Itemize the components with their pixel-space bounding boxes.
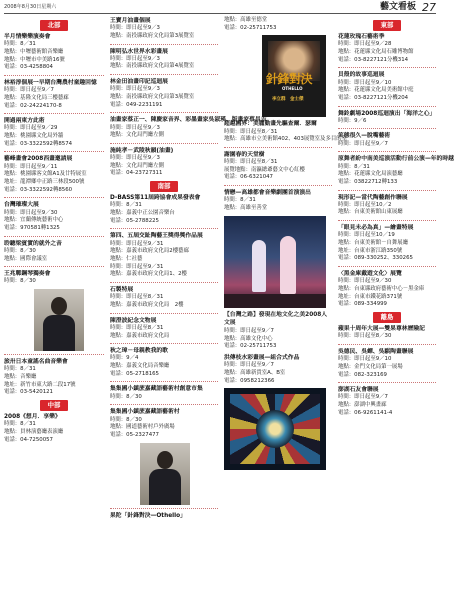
event-title: D-BASS第11屆跨協會成果發表會 [110, 195, 201, 202]
event-title: 開過兩東方此術 [4, 118, 45, 125]
event-line: 地點：台東縣政府藝術中心－黑金庫 [338, 285, 425, 292]
event-line: 地點：南投縣政府文化局第3展覽室 [110, 32, 195, 39]
portrait-photo [34, 289, 84, 351]
event-listing [110, 194, 218, 225]
event-line: 時間：8／31 [4, 421, 36, 428]
divider [4, 151, 104, 152]
event-listing [224, 354, 332, 385]
event-line: 地點：中壢藝術館音樂廳 [4, 48, 64, 55]
event-listing [4, 240, 104, 264]
event-listing [110, 48, 218, 72]
event-line: 地址：台東市浙江路350號 [338, 247, 403, 254]
divider [110, 282, 218, 283]
event-line: 時間：9／6 [338, 117, 367, 124]
divider [338, 382, 436, 383]
event-line: 時間：即日起至10／19 [338, 232, 395, 239]
event-line: 時間：8／30 [110, 416, 142, 423]
event-line: 時間：即日起至9／7 [224, 328, 274, 335]
event-listing [224, 120, 348, 144]
event-line: 時間：即日起至8／30 [338, 333, 392, 340]
event-line: 地點：仁社藝 [110, 256, 143, 263]
divider [224, 185, 332, 186]
event-line: 電話：03-5420121 [4, 389, 53, 396]
event-line: 地點：嘉義文化局音樂廳 [110, 363, 170, 370]
event-line: 電話：03-4258804 [4, 64, 53, 71]
event-line: 電話：03822712轉133 [338, 178, 398, 185]
poster-cast: 李立群 金士傑 [272, 97, 304, 103]
event-line: 地點：台東美術館山東展廳 [338, 209, 403, 216]
event-line: 時間：即日起至9／3 [110, 155, 160, 162]
column-1 [4, 17, 104, 607]
event-line: 電話：03-8227121分機314 [338, 56, 409, 63]
event-line: 時間：即日起至9／7 [4, 87, 54, 94]
event-line: 電話：03-8227121分機204 [338, 94, 409, 101]
othello-poster [262, 35, 326, 117]
event-line: 地點：台東美術館－自舞展廳 [338, 240, 409, 247]
event-listing [4, 155, 104, 194]
event-line: 電話：04-23727311 [110, 170, 163, 177]
event-line: 時間：8／31 [4, 366, 36, 373]
event-title: 聆聽梁賓實的就外之音 [4, 240, 62, 247]
poster-subtitle: OTHELLO [282, 86, 303, 92]
event-line: 地點：澎湖中興畫廊 [338, 402, 387, 409]
divider [110, 143, 218, 144]
event-line: 時間：即日起至10／2 [338, 201, 392, 208]
event-line: 時間：8／30 [4, 247, 36, 254]
divider [4, 354, 104, 355]
event-line: 時間：即日起至9／29 [4, 125, 58, 132]
event-line: 地點：員林演藝廳表演廳 [4, 428, 64, 435]
event-title: 現形記—當代陶藝創作聯展 [338, 194, 408, 201]
event-title: 笑態很久—脫嘴藝術 [338, 133, 391, 140]
event-line: 地點：高雄市立美術館402、403展覽室及多目的室 [224, 136, 348, 143]
event-title: 〈黑金庫戴遊文化〉展覽 [338, 271, 402, 278]
event-line: 時間：8／30 [110, 393, 142, 400]
event-listing [4, 270, 104, 286]
event-line: 時間：即日起至9／11 [4, 163, 58, 170]
divider [4, 266, 104, 267]
region-heading-islands: 離島 [338, 312, 436, 323]
event-line: 時間：8／31 [224, 197, 256, 204]
event-line: 時間：即日起至8／31 [110, 324, 164, 331]
event-title: 台灣璀璨大展 [4, 202, 39, 209]
event-line: 地點：國際會議室 [4, 255, 48, 262]
divider [110, 381, 218, 382]
event-listing [110, 317, 218, 341]
column-4 [338, 17, 454, 607]
event-line: 地址：台東市鐵花路371號 [338, 293, 403, 300]
divider [110, 313, 218, 314]
south-events-cont-2 [224, 354, 332, 385]
event-line: 時間：9／4 [110, 355, 139, 362]
event-line: 電話：05-2718165 [110, 370, 159, 377]
event-listing [4, 413, 104, 444]
region-heading-north: 北部 [4, 20, 104, 31]
event-listing [338, 194, 436, 218]
event-line: 電話：05-2788225 [110, 217, 159, 224]
south-events-cont [224, 120, 348, 212]
page-header [4, 0, 436, 14]
event-line: 地點：高雄至善堂 [224, 205, 268, 212]
event-title: 集集國小鎮蔗嘉藏語藝術村創意市集 [110, 386, 203, 393]
event-line: 地址：新竹市東大路二段17號 [4, 381, 76, 388]
east-events [338, 33, 454, 309]
event-title: 藝峰畫會2008西畫邀請展 [4, 156, 73, 163]
caption-lines [224, 328, 332, 351]
event-line: 時間：即日起至9／30 [338, 278, 392, 285]
island-events [338, 325, 436, 417]
event-listing [338, 386, 436, 417]
event-title: 石製特展 [110, 287, 134, 294]
event-listing [338, 325, 436, 341]
event-listing [338, 132, 436, 148]
event-line: 時間：即日起至9／10 [338, 79, 392, 86]
event-line: 電話：049-2231191 [110, 101, 163, 108]
south-events [110, 194, 218, 520]
event-title: 陳澄波紀念文物展 [110, 317, 157, 324]
event-listing [110, 408, 218, 439]
event-title: 情戀—高雄都會音樂劇團首演演出 [224, 190, 311, 197]
event-line: 地點：桃園縣文化局外牆 [4, 133, 64, 140]
divider [338, 190, 436, 191]
event-listing [110, 147, 218, 178]
event-line: 地點：音樂廳 [4, 373, 37, 380]
event-line: 時間：即日起至9／31 [110, 240, 164, 247]
region-heading-south: 南部 [110, 181, 218, 192]
event-listing [110, 512, 218, 520]
event-title: 林裕淳個展一早期台灣農村童趣回憶 [4, 80, 97, 86]
event-line: 電話：02-25711753 [224, 24, 277, 31]
event-title: 施純孝－武陵秋韻(油畫) [110, 147, 174, 154]
photo-caption: 【台灣之路】發現在地文化之美2008人文展 [224, 311, 328, 326]
event-title: 半月情樂樂演奏會 [4, 34, 51, 41]
event-line: 地點：南投縣政府文化局第3展覽室 [110, 94, 195, 101]
event-line: 電話：03-3322592轉8560 [4, 186, 73, 193]
event-line: 地點：桃園縣客文館A1及廿特展室 [4, 171, 87, 178]
event-title: 洪傳枝水彩畫展—組合式作品 [224, 355, 300, 362]
event-line: 地點：高雄至德堂 [224, 17, 268, 23]
event-line: 地點：高雄文化中心 [224, 335, 273, 342]
event-line: 地點：宜蘭傳統藝術中心 [4, 217, 64, 224]
event-line: 時間：8／31 [110, 202, 142, 209]
event-title: 澎湖石友會聯展 [338, 387, 379, 394]
event-line: 時間：即日起至9／7 [224, 362, 274, 369]
event-title: 果陀「針鋒對決—Othello」 [110, 512, 186, 519]
poster-title: 針鋒對決 [266, 72, 313, 87]
event-line: 地點：嘉義市政府文化局2樓藝廊 [110, 248, 189, 255]
event-line: 電話：03-3322592轉8574 [4, 140, 73, 147]
event-line: 時間：即日起至9／30 [4, 209, 58, 216]
portrait-photo [140, 443, 190, 505]
event-line: 時間：即日起至9／7 [338, 140, 388, 147]
divider [4, 75, 104, 76]
event-title: 集集國小鎮蔗嘉藏語藝術村 [110, 409, 180, 416]
event-listing [110, 17, 218, 41]
event-line: 地點：南投縣政府文化局第4展覽室 [110, 63, 195, 70]
event-line: 地址：龍潭鄉中正路三林段500號 [4, 179, 85, 186]
event-line: 地點：嘉義市政府文化局1、2樓 [110, 271, 187, 278]
divider [110, 74, 218, 75]
event-listing [4, 79, 104, 110]
top-lines [224, 17, 332, 32]
event-title: 2008《想月．享樂》 [4, 414, 61, 421]
divider [4, 113, 104, 114]
divider [338, 106, 436, 107]
event-listing [110, 78, 218, 109]
event-line: 時間：即日起至9／3 [110, 124, 160, 131]
north-events [4, 33, 104, 397]
event-listing [224, 151, 332, 182]
event-line: 時間：即日起至9／7 [338, 394, 388, 401]
event-line: 電話：04-7250057 [4, 436, 53, 443]
event-listing [338, 71, 436, 102]
event-line: 時間：即日起至9／3 [110, 55, 160, 62]
event-listing [4, 358, 104, 397]
divider [110, 404, 218, 405]
event-line: 電話：06-9261141-4 [338, 409, 393, 416]
event-title: 舞鈴劇場2008巡迴演出「海洋之心」 [338, 110, 436, 117]
event-line: 地點：文化局門廳左側 [110, 162, 164, 169]
event-title: 秋之璋－母親教我的歌 [110, 348, 168, 355]
event-line: 地點：嘉義中正公園音樂台 [110, 210, 175, 217]
divider [110, 343, 218, 344]
event-line: 時間：即日起至9／3 [110, 86, 160, 93]
event-line: 地點：文化局門廳左側 [110, 132, 164, 139]
divider [110, 508, 218, 509]
event-line: 地點：花蓮縣文化局美術館中庭 [338, 87, 414, 94]
event-title: 油畫家蔡正一、陳慶家音界、彩墨畫家吳淑瑛、版畫家蔡昌吉 [110, 117, 267, 124]
event-title: 王兆鄲鋼琴獨奏會 [4, 271, 51, 278]
event-listing [338, 110, 436, 126]
event-title: 林金田油畫印記巡迴展 [110, 79, 168, 86]
event-listing [4, 33, 104, 72]
section-title: 藝文看板 [379, 2, 416, 12]
event-listing [338, 270, 436, 309]
event-line: 地點：花蓮縣文化局演藝廳 [338, 171, 403, 178]
event-title: 花蓮玫瑰石藝術季 [338, 34, 385, 41]
central-events [4, 413, 104, 444]
event-line: 電話：06-6321047 [224, 174, 273, 181]
event-line: 電話：02-25711753 [224, 343, 277, 350]
event-title: 謝園春的天堂樹 [224, 151, 265, 158]
event-listing [338, 33, 436, 64]
divider [224, 147, 332, 148]
stage-photo [224, 216, 326, 308]
event-line: 時間：即日起至9／3 [110, 25, 160, 32]
event-line: 電話：02-24224170-8 [4, 102, 62, 109]
event-line: 地點：基隆文化局三樓藝廊 [4, 94, 69, 101]
event-listing [110, 286, 218, 310]
event-line: 電話：970581轉1325 [4, 224, 60, 231]
event-line: 地點：嘉義市政府文化局 2樓 [110, 301, 184, 308]
event-line: 電話：089-334999 [338, 301, 387, 308]
divider [338, 128, 436, 129]
event-listing [338, 224, 436, 263]
event-line: 展覽地點：南瀛總爺藝文中心紅樓 [224, 166, 305, 173]
event-title: 超越國界：美麗動畫先驅查爾．瑟爾 [224, 121, 317, 128]
event-listing [4, 117, 104, 148]
divider [4, 236, 104, 237]
event-title: 貝殼的故事巡迴展 [338, 72, 385, 79]
event-line: 地點：金門文化局第一展場 [338, 363, 403, 370]
divider [110, 228, 218, 229]
event-line: 地點：國道藝術村戶外廣場 [110, 424, 175, 431]
event-line: 地點：嘉義市政府文化局 [110, 332, 170, 339]
region-heading-central: 中部 [4, 400, 104, 411]
event-line: 時間：即日起至9／28 [338, 41, 392, 48]
event-line: 時間：即日起至9／31 [110, 263, 164, 270]
event-line: 時間：8／31 [338, 163, 370, 170]
event-listing [224, 189, 332, 213]
event-line: 電話：082-323169 [338, 371, 387, 378]
event-listing [4, 201, 104, 232]
event-line: 電話：0958212366 [224, 377, 275, 384]
event-listing [338, 155, 454, 186]
event-line: 時間：8／31 [4, 41, 36, 48]
event-line: 時間：即日起至8／31 [224, 128, 278, 135]
event-line: 時間：8／30 [4, 278, 36, 285]
event-title: 王寶月油畫個展 [110, 18, 151, 24]
event-listing [110, 347, 218, 378]
page-number: 27 [422, 1, 436, 14]
event-title: 吳德民、吳蟬、吳騏陶畫聯展 [338, 348, 414, 355]
event-title: 旅卅日本童謠名曲音樂會 [4, 359, 68, 366]
region-heading-east: 東部 [338, 20, 436, 31]
event-line: 地點：中壢市中美路16號 [4, 56, 65, 63]
event-listing [338, 348, 436, 379]
divider [338, 266, 436, 267]
divider [338, 67, 436, 68]
event-line: 時間：即日起至8／31 [110, 294, 164, 301]
event-line: 時間：即日起至8／31 [224, 159, 278, 166]
event-title: 原舞者紛中南美巡演活動行前公演—年的時越 [338, 156, 454, 163]
event-line: 地點：高雄新貴室A、B室 [224, 370, 286, 377]
divider [4, 197, 104, 198]
event-line: 時間：即日起至9／10 [338, 356, 392, 363]
column-3 [224, 17, 348, 607]
event-title: 第四、五屆交趾陶藝王獎得獎作品展 [110, 233, 203, 240]
divider [338, 344, 436, 345]
divider [110, 44, 218, 45]
divider [110, 112, 218, 113]
event-title: 蘋果十周年大展—雙果尊林歷險記 [338, 326, 425, 333]
event-title: 「眼見未必為真」—繪畫特展 [338, 225, 414, 232]
event-line: 電話：089-330252、330265 [338, 255, 413, 262]
divider [338, 151, 436, 152]
event-listing [110, 385, 218, 401]
event-listing [110, 232, 218, 279]
divider [338, 220, 436, 221]
event-title: 陳明弘水世界水彩畫展 [110, 48, 168, 55]
event-line: 地點：花蓮縣文化局石雕博物館 [338, 48, 414, 55]
issue-date: 2008年8月30日星期六 [4, 4, 57, 10]
event-line: 電話：05-2327477 [110, 431, 159, 438]
pattern-artwork [224, 388, 326, 470]
